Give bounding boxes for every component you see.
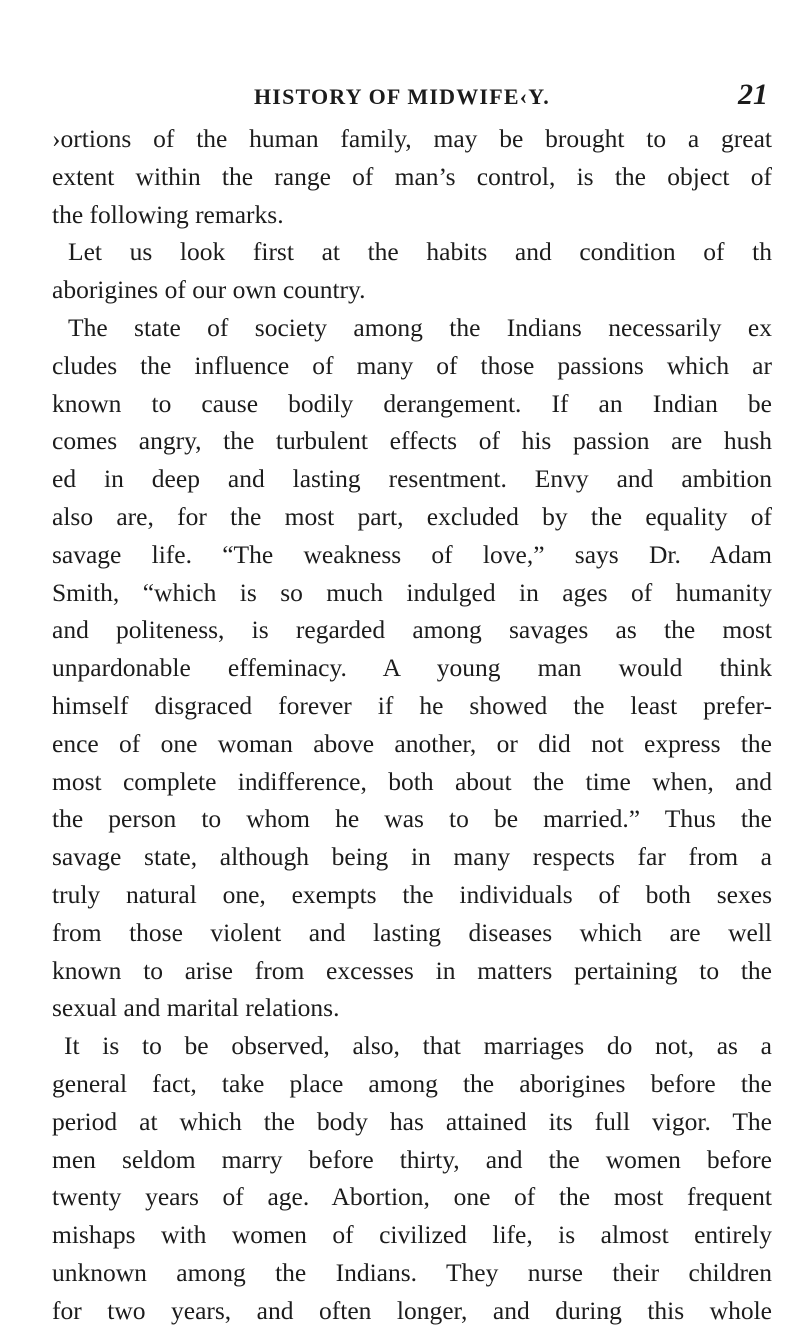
text-line: unpardonable effeminacy. A young man would think	[52, 653, 772, 683]
text-line: ed in deep and lasting resentment. Envy and ambition	[52, 464, 772, 494]
text-line: and politeness, is regarded among savages as the most	[52, 615, 772, 645]
running-header: HISTORY OF MIDWIFE‹Y.	[254, 84, 550, 109]
text-line: from those violent and lasting diseases which are well	[52, 917, 772, 947]
text-line: himself disgraced forever if he showed the least prefer-	[52, 690, 772, 720]
text-line: truly natural one, exempts the individuals of both sexes	[52, 879, 772, 909]
text-line: for two years, and often longer, and during this whole	[52, 1295, 772, 1325]
text-line: period at which the body has attained its full vigor. The	[52, 1106, 772, 1136]
text-line: Let us look first at the habits and condition of th	[68, 237, 772, 267]
text-line: twenty years of age. Abortion, one of the most frequent	[52, 1182, 772, 1212]
text-line: known to arise from excesses in matters pertaining to the	[52, 955, 772, 985]
body-text	[52, 120, 772, 1330]
page-number: 21	[738, 78, 768, 111]
text-line: cludes the influence of many of those passions which ar	[52, 350, 772, 380]
text-line: comes angry, the turbulent effects of his passion are hush	[52, 426, 772, 456]
text-line: general fact, take place among the aborigines before the	[52, 1068, 772, 1098]
text-line: mishaps with women of civilized life, is almost entirely	[52, 1220, 772, 1250]
text-line: unknown among the Indians. They nurse their children	[52, 1257, 772, 1287]
text-line: sexual and marital relations.	[52, 993, 340, 1023]
text-line: Smith, “which is so much indulged in ages of humanity	[52, 577, 772, 607]
text-line: aborigines of our own country.	[52, 275, 366, 305]
text-line: savage state, although being in many respects far from a	[52, 842, 772, 872]
text-line: most complete indifference, both about the time when, and	[52, 766, 772, 796]
text-line: savage life. “The weakness of love,” says Dr. Adam	[52, 539, 772, 569]
text-line: ence of one woman above another, or did not express the	[52, 728, 772, 758]
text-line: extent within the range of man’s control, is the object of	[52, 161, 772, 191]
text-line: ›ortions of the human family, may be brought to a great	[52, 124, 772, 153]
text-line: The state of society among the Indians necessarily ex	[68, 312, 772, 342]
text-line: known to cause bodily derangement. If an Indian be	[52, 388, 772, 418]
text-line: It is to be observed, also, that marriages do not, as a	[64, 1031, 772, 1061]
text-line: the following remarks.	[52, 199, 284, 229]
text-line: the person to whom he was to be married.” Thus the	[52, 804, 772, 834]
text-line: men seldom marry before thirty, and the women before	[52, 1144, 772, 1174]
text-line: also are, for the most part, excluded by the equality of	[52, 501, 772, 531]
